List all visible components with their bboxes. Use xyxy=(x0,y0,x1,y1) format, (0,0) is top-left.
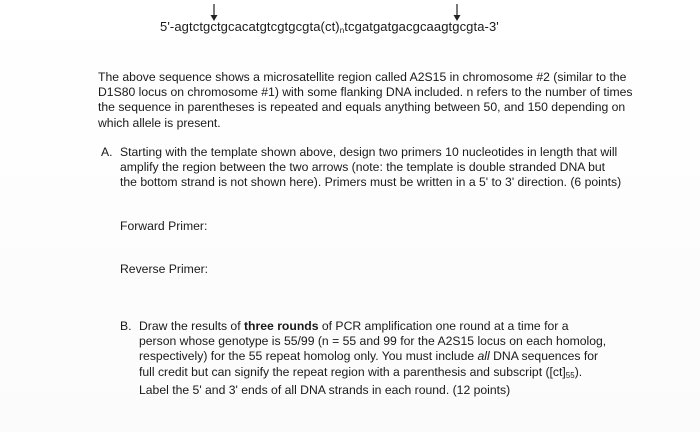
sequence-subscript: n xyxy=(339,26,345,35)
question-b-text-2: of PCR amplification one round at a time for a person whose genotype is 55/99 (n = 55 and 99 for the A2S15 locus on each homolog, respectively) for the 55 repeat homolog only. You must include xyxy=(139,319,607,364)
intro-paragraph: The above sequence shows a microsatellite region called A2S15 in chromosome #2 (similar to the D1S80 locus on chromosome #1) with some flanking DNA included. n refers to the number of times the sequence in parentheses is repeated and equals anything between 50, and 150 depending on which allele is present. xyxy=(98,70,633,130)
sequence-suffix: tcgatgatgacgcaagtgcgta-3' xyxy=(344,19,499,34)
question-b-text xyxy=(139,319,609,398)
question-b-subscript: 55 xyxy=(565,370,575,380)
reverse-primer-label: Reverse Primer: xyxy=(120,262,209,276)
question-b-text-1: Draw the results of xyxy=(139,319,244,333)
sequence-prefix: 5'-agtctgctgcacatgtcgtgcgta(ct) xyxy=(160,19,340,34)
forward-primer-label: Forward Primer: xyxy=(120,219,208,233)
dna-sequence xyxy=(160,19,499,35)
question-b-italic: all xyxy=(477,349,490,364)
question-a-text: Starting with the template shown above, design two primers 10 nucleotides in length that will amplify the region between the two arrows (note: the template is double stranded DNA but the bottom strand is not shown here). Primers must be written in a 5' to 3' direction. (6 points) xyxy=(120,145,622,190)
question-b-bold: three rounds xyxy=(244,319,319,333)
question-a-letter: A. xyxy=(101,145,113,159)
sequence-block xyxy=(160,4,580,44)
question-b-letter: B. xyxy=(120,319,132,333)
question-b-text-4: ). Label the 5' and 3' ends of all DNA strands in each round. (12 points) xyxy=(139,364,583,397)
question-b-text-3: DNA sequences for full credit but can signify the repeat region with a parenthesis and subscript ([ct] xyxy=(139,349,599,379)
